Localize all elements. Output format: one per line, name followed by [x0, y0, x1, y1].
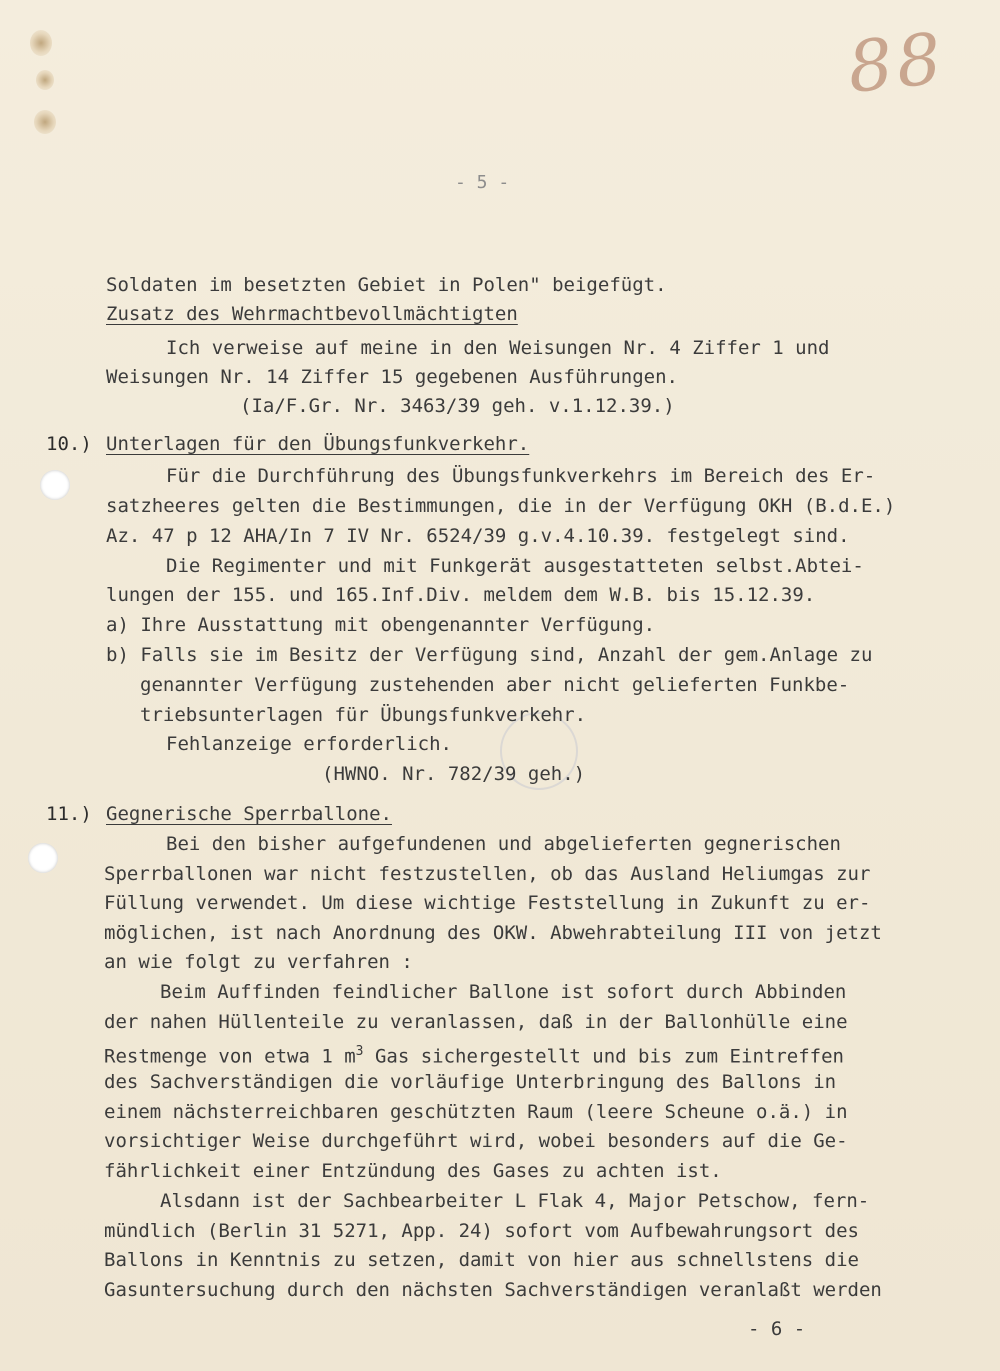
text-line	[104, 1040, 844, 1068]
rust-stain	[34, 110, 56, 134]
text-line: lungen der 155. und 165.Inf.Div. meldem dem W.B. bis 15.12.39.	[106, 584, 816, 606]
text-line: Soldaten im besetzten Gebiet in Polen" beigefügt.	[106, 274, 667, 296]
text-line: Fehlanzeige erforderlich.	[166, 733, 452, 755]
rust-stain	[36, 70, 54, 90]
text-line: b) Falls sie im Besitz der Verfügung sind, Anzahl der gem.Anlage zu	[106, 644, 873, 666]
text-line: satzheeres gelten die Bestimmungen, die in der Verfügung OKH (B.d.E.)	[106, 495, 896, 517]
text-line: mündlich (Berlin 31 5271, App. 24) sofort vom Aufbewahrungsort des	[104, 1220, 859, 1242]
text-line: a) Ihre Ausstattung mit obengenannter Verfügung.	[106, 614, 656, 636]
text-line: Beim Auffinden feindlicher Ballone ist sofort durch Abbinden	[160, 981, 847, 1003]
text-line: fährlichkeit einer Entzündung des Gases zu achten ist.	[104, 1160, 722, 1182]
superscript: 3	[355, 1044, 364, 1059]
text-line: des Sachverständigen die vorläufige Unterbringung des Ballons in	[104, 1071, 837, 1093]
section-heading: Unterlagen für den Übungsfunkverkehr.	[106, 433, 530, 455]
handwritten-folio-number: 88	[843, 17, 950, 109]
next-page-marker: - 6 -	[748, 1318, 806, 1340]
reference-line: (HWNO. Nr. 782/39 geh.)	[322, 763, 586, 785]
text-line: Bei den bisher aufgefundenen und abgelieferten gegnerischen	[166, 833, 841, 855]
section-heading: Gegnerische Sperrballone.	[106, 803, 392, 825]
text-fragment: Gas sichergestellt und bis zum Eintreffen	[374, 1045, 844, 1068]
text-line: vorsichtiger Weise durchgeführt wird, wobei besonders auf die Ge-	[104, 1130, 848, 1152]
section-number: 10.)	[46, 433, 92, 455]
text-line: genannter Verfügung zustehenden aber nicht gelieferten Funkbe-	[140, 674, 850, 696]
text-line: Die Regimenter und mit Funkgerät ausgestatteten selbst.Abtei-	[166, 555, 864, 577]
section-number: 11.)	[46, 803, 92, 825]
text-line: Ballons in Kenntnis zu setzen, damit von hier aus schnellstens die	[104, 1249, 859, 1271]
text-line: Für die Durchführung des Übungsfunkverkehrs im Bereich des Er-	[166, 465, 876, 487]
text-line: Az. 47 p 12 AHA/In 7 IV Nr. 6524/39 g.v.4.10.39. festgelegt sind.	[106, 525, 850, 547]
text-line: Ich verweise auf meine in den Weisungen Nr. 4 Ziffer 1 und	[166, 337, 830, 359]
text-line: Alsdann ist der Sachbearbeiter L Flak 4, Major Petschow, fern-	[160, 1190, 870, 1212]
page-number: - 5 -	[455, 172, 510, 193]
text-fragment: Restmenge von etwa 1 m	[104, 1045, 356, 1068]
text-line: Weisungen Nr. 14 Ziffer 15 gegebenen Ausführungen.	[106, 366, 678, 388]
reference-line: (Ia/F.Gr. Nr. 3463/39 geh. v.1.12.39.)	[240, 395, 675, 417]
text-line: möglichen, ist nach Anordnung des OKW. Abwehrabteilung III von jetzt	[104, 922, 882, 944]
text-line: Füllung verwendet. Um diese wichtige Feststellung in Zukunft zu er-	[104, 892, 871, 914]
text-line: triebsunterlagen für Übungsfunkverkehr.	[140, 704, 587, 726]
text-line: Gasuntersuchung durch den nächsten Sachverständigen veranlaßt werden	[104, 1279, 882, 1301]
section-heading: Zusatz des Wehrmachtbevollmächtigten	[106, 303, 518, 325]
text-line: der nahen Hüllenteile zu veranlassen, daß in der Ballonhülle eine	[104, 1011, 848, 1033]
text-line: einem nächsterreichbaren geschützten Raum (leere Scheune o.ä.) in	[104, 1101, 848, 1123]
rust-stain	[30, 30, 52, 56]
punch-hole	[40, 470, 70, 500]
text-line: Sperrballonen war nicht festzustellen, ob das Ausland Heliumgas zur	[104, 863, 871, 885]
text-line: an wie folgt zu verfahren :	[104, 951, 413, 973]
punch-hole	[28, 843, 58, 873]
